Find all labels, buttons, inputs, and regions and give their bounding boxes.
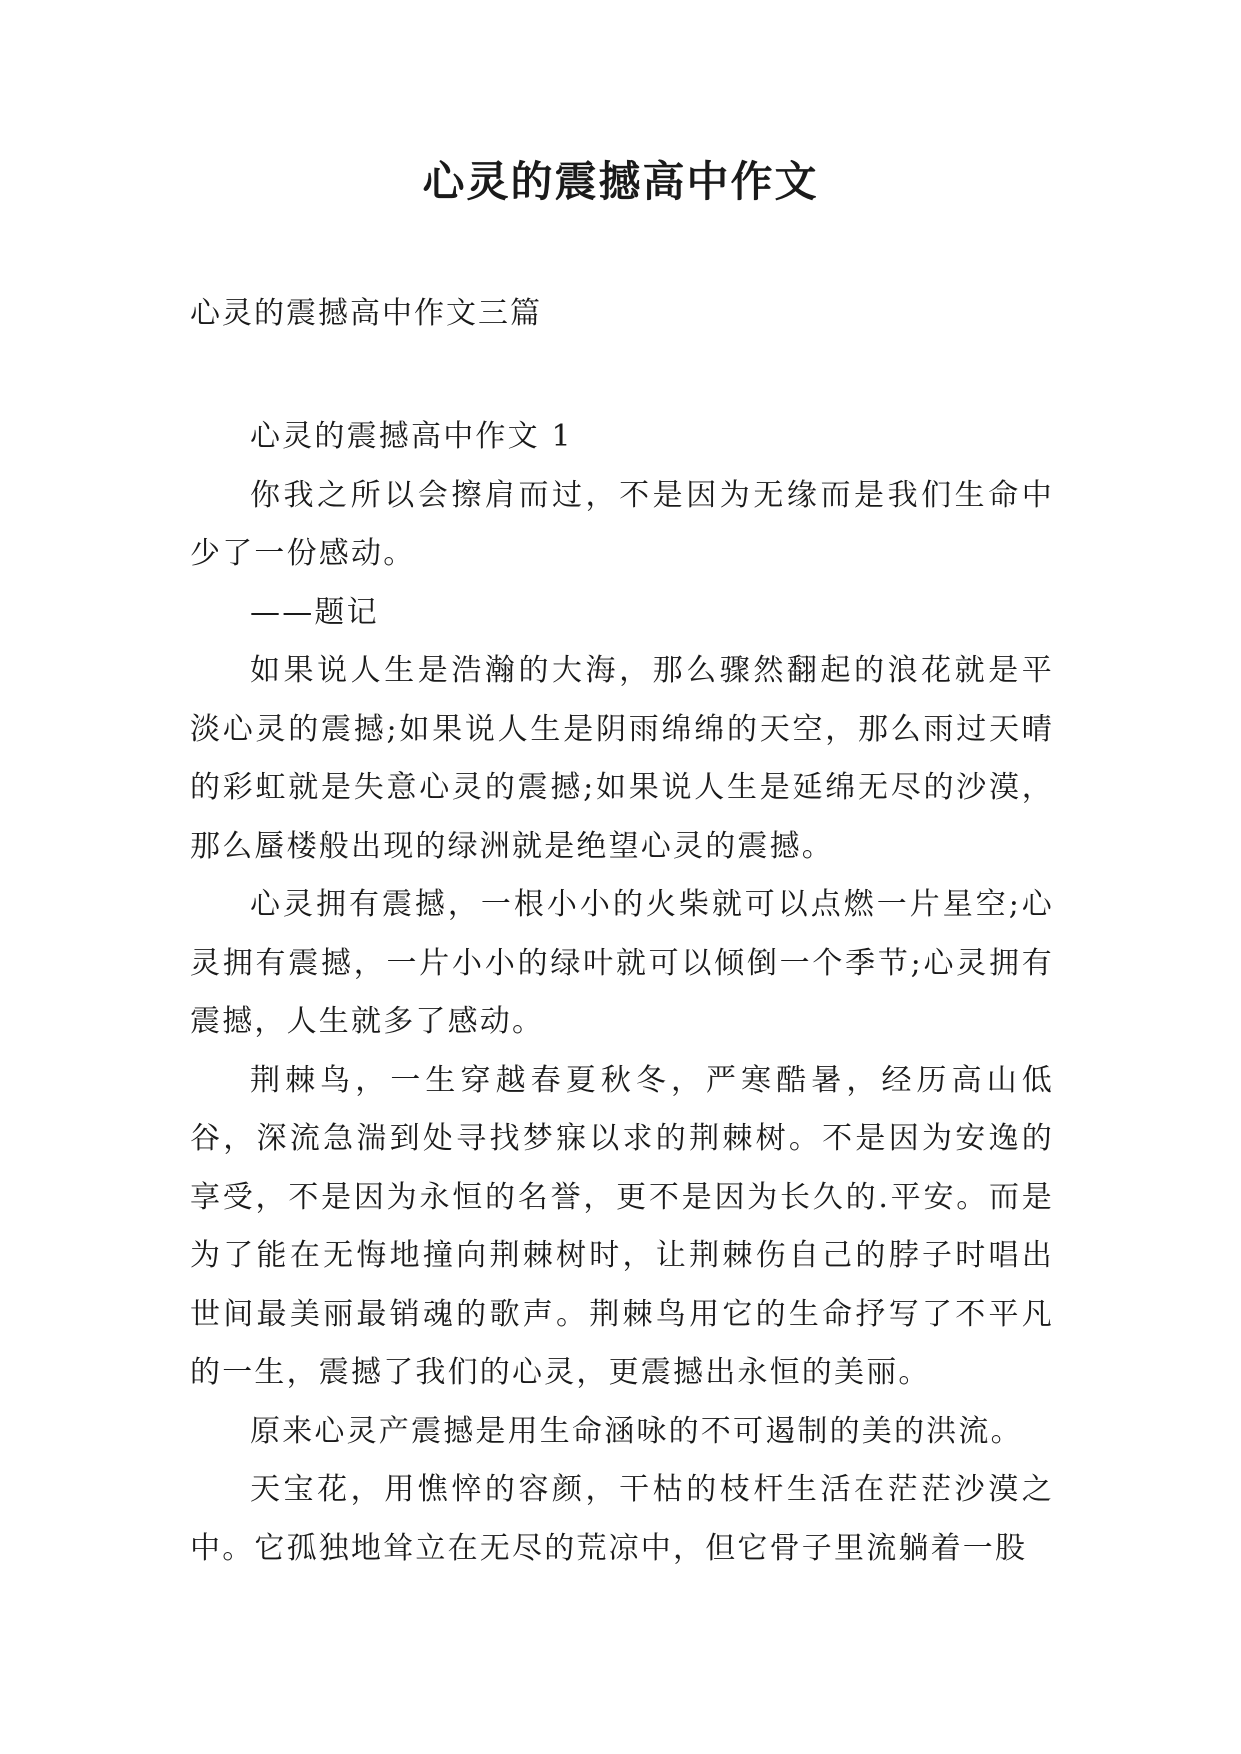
paragraph-heading: 心灵的震撼高中作文 1 [250, 419, 573, 454]
paragraph: 你我之所以会擦肩而过，不是因为无缘而是我们生命中少了一份感动。 [190, 477, 1054, 571]
document-subtitle: 心灵的震撼高中作文三篇 [190, 296, 542, 331]
paragraph: 心灵拥有震撼，一根小小的火柴就可以点燃一片星空;心灵拥有震撼，一片小小的绿叶就可以倾倒一个季节;心灵拥有震撼，人生就多了感动。 [190, 887, 1054, 1039]
paragraph: 荆棘鸟，一生穿越春夏秋冬，严寒酷暑，经历高山低谷，深流急湍到处寻找梦寐以求的荆棘树。不是因为安逸的享受，不是因为永恒的名誉，更不是因为长久的.平安。而是为了能在无悔地撞向荆棘树时，让荆棘伤自己的脖子时唱出世间最美丽最销魂的歌声。荆棘鸟用它的生命抒写了不平凡的一生，震撼了我们的心灵，更震撼出永恒的美丽。 [190, 1062, 1054, 1390]
paragraph: 原来心灵产震撼是用生命涵咏的不可遏制的美的洪流。 [250, 1413, 1023, 1449]
document-title: 心灵的震撼高中作文 [422, 157, 819, 206]
paragraph: 如果说人生是浩瀚的大海，那么骤然翻起的浪花就是平淡心灵的震撼;如果说人生是阴雨绵绵的天空，那么雨过天晴的彩虹就是失意心灵的震撼;如果说人生是延绵无尽的沙漠，那么蜃楼般出现的绿洲就是绝望心灵的震撼。 [190, 653, 1054, 864]
paragraph-epigraph: ——题记 [250, 594, 379, 630]
document-body [190, 408, 1054, 1578]
paragraph: 天宝花，用憔悴的容颜，干枯的枝杆生活在茫茫沙漠之中。它孤独地耸立在无尽的荒凉中，但它骨子里流躺着一股 [190, 1472, 1054, 1566]
